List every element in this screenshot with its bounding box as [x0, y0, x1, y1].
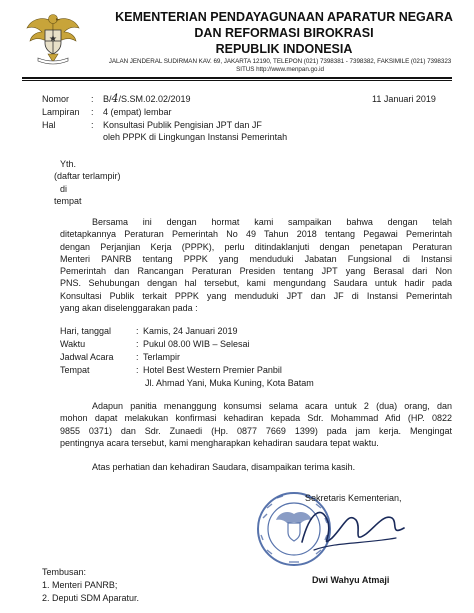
paragraph-line: Konsultasi Publik terkait PPPK yang menduduki JPT dan JF di Instansi Pemerintah	[60, 290, 452, 301]
header-ministry-subname: DAN REFORMASI BIROKRASI	[194, 26, 374, 40]
nomor-label: Nomor	[42, 94, 70, 104]
schedule-label-date: Hari, tanggal	[60, 326, 112, 336]
schedule-label-venue: Tempat	[60, 365, 90, 375]
lampiran-label: Lampiran	[42, 107, 80, 117]
cc-item-1: 1. Menteri PANRB;	[42, 580, 118, 590]
body-paragraph-3: Atas perhatian dan kehadiran Saudara, disampaikan terima kasih.	[92, 462, 356, 472]
schedule-sep-venue: :	[136, 365, 139, 375]
paragraph-line: yang akan diselenggarakan pada :	[60, 303, 198, 314]
signature-title: Sekretaris Kementerian,	[305, 493, 402, 503]
paragraph-line: dengan Perjanjian Kerja (PPPK), perlu ditindaklanjuti dengan penetapan Peraturan	[60, 241, 452, 252]
hal-subject-line2: oleh PPPK di Lingkungan Instansi Pemerintah	[103, 132, 288, 142]
paragraph-line: pentingnya acara tersebut, kami mengharapkan kehadiran saudara tepat waktu.	[60, 437, 379, 448]
letter-date: 11 Januari 2019	[372, 94, 436, 104]
paragraph-line: PNS. Sehubungan dengan hal tersebut, kami mengundang Saudara untuk hadir pada	[60, 278, 452, 289]
body-paragraph-2	[60, 400, 452, 449]
schedule-sep-agenda: :	[136, 352, 139, 362]
nomor-value	[103, 93, 191, 105]
paragraph-line: Adapun panitia menanggung konsumsi selama acara untuk 2 (dua) orang, dan	[92, 401, 452, 411]
paragraph-line: ditetapkannya Peraturan Pemerintah No 49 Tahun 2018 tentang Pegawai Pemerintah	[60, 229, 452, 240]
cc-item-2: 2. Deputi SDM Aparatur.	[42, 593, 140, 603]
paragraph-line: 9855 0371) dan Sdr. Zunaedi (Hp. 0877 7669 1399) pada jam kerja. Mengingat	[60, 425, 452, 436]
paragraph-line: Pemerintah dan Rancangan Peraturan Presiden tentang JPT yang Berasal dari Non	[60, 266, 452, 277]
schedule-value-venue: Hotel Best Western Premier Panbil	[143, 365, 282, 375]
paragraph-line: Bersama ini dengan hormat kami sampaikan bahwa dengan telah	[92, 217, 452, 227]
header-divider	[22, 77, 452, 79]
addressee-di: di	[60, 184, 68, 194]
nomor-handwritten: 4	[111, 92, 119, 105]
header-website: SITUS http://www.menpan.go.id	[236, 66, 324, 73]
schedule-label-agenda: Jadwal Acara	[60, 352, 114, 362]
hal-label: Hal	[42, 120, 56, 130]
garuda-emblem-logo	[24, 8, 82, 66]
hal-separator: :	[91, 120, 94, 130]
addressee-place: tempat	[54, 196, 82, 206]
hal-subject-line1: Konsultasi Publik Pengisian JPT dan JF	[103, 120, 262, 130]
paragraph-line: mohon dapat melakukan konfirmasi kehadiran kepada Sdr. Mohammad Afid (HP. 0822	[60, 413, 452, 424]
nomor-separator: :	[91, 94, 94, 104]
header-ministry-name: KEMENTERIAN PENDAYAGUNAAN APARATUR NEGARA	[115, 10, 453, 24]
header-address: JALAN JENDERAL SUDIRMAN KAV. 69, JAKARTA 12190, TELEPON (021) 7398381 - 7398382, FAKSIMILE (021) 7398323	[108, 58, 452, 65]
lampiran-value: 4 (empat) lembar	[103, 107, 172, 117]
signatory-name: Dwi Wahyu Atmaji	[312, 575, 390, 585]
header-divider-thin	[22, 80, 452, 81]
header-country: REPUBLIK INDONESIA	[215, 42, 353, 56]
paragraph-line: Menteri PANRB tentang PPPK yang menduduki Jabatan Fungsional di Instansi	[60, 253, 452, 264]
schedule-value-agenda: Terlampir	[143, 352, 181, 362]
schedule-sep-date: :	[136, 326, 139, 336]
addressee-yth: Yth.	[60, 159, 77, 169]
nomor-prefix: B/	[103, 94, 112, 104]
body-paragraph-1	[60, 216, 452, 314]
cc-title: Tembusan:	[42, 567, 87, 577]
nomor-suffix: /S.SM.02.02/2019	[118, 94, 191, 104]
lampiran-separator: :	[91, 107, 94, 117]
addressee-list: (daftar terlampir)	[54, 171, 121, 181]
schedule-value-date: Kamis, 24 Januari 2019	[143, 326, 238, 336]
schedule-label-time: Waktu	[60, 339, 86, 349]
schedule-value-time: Pukul 08.00 WIB – Selesai	[143, 339, 250, 349]
schedule-sep-time: :	[136, 339, 139, 349]
schedule-venue-address: Jl. Ahmad Yani, Muka Kuning, Kota Batam	[145, 378, 314, 388]
